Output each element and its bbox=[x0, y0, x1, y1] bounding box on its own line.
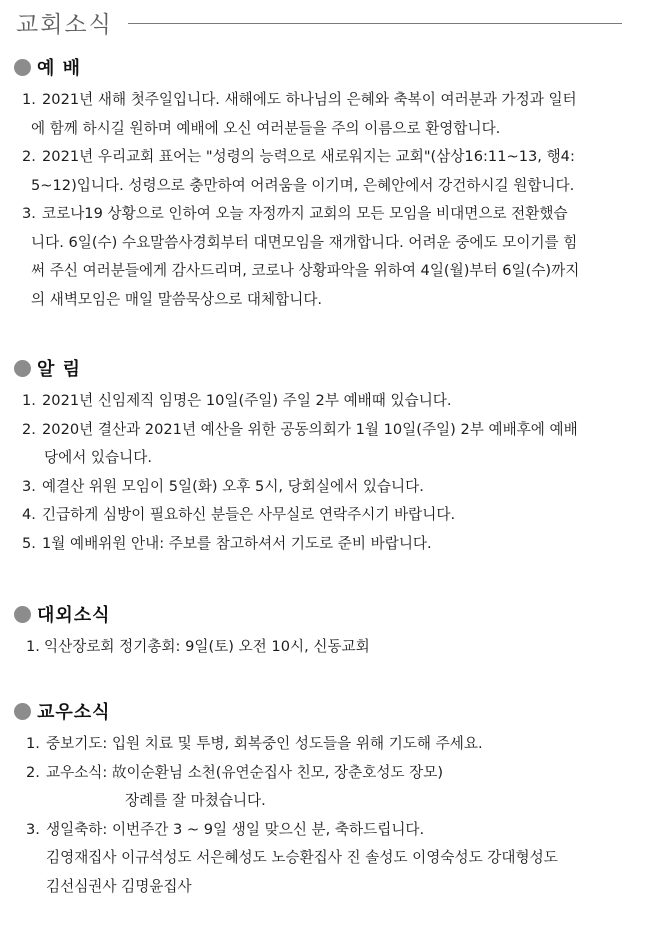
item-number: 1. bbox=[26, 638, 40, 655]
bullet-circle-icon bbox=[14, 360, 31, 377]
page-title: 교회소식 bbox=[16, 12, 113, 38]
bullet-circle-icon bbox=[14, 703, 31, 720]
item-line: 2021년 우리교회 표어는 "성령의 능력으로 새로워지는 교회"(삼상16:11~13, 행4: bbox=[42, 148, 575, 165]
list-item bbox=[0, 387, 654, 416]
list-item bbox=[0, 200, 654, 314]
item-line: 에 함께 하시길 원하며 예배에 오신 여러분들을 주의 이름으로 환영합니다. bbox=[31, 119, 501, 137]
item-line: 당에서 있습니다. bbox=[44, 449, 152, 466]
item-number: 2. bbox=[22, 420, 36, 438]
item-number: 3. bbox=[22, 205, 36, 222]
list-item bbox=[0, 86, 654, 143]
section-title: 알 림 bbox=[37, 359, 82, 380]
list-item bbox=[0, 759, 654, 816]
list-item bbox=[0, 816, 654, 902]
item-line: 5~12)입니다. 성령으로 충만하여 어려움을 이기며, 은혜안에서 강건하시길 원합니다. bbox=[31, 176, 575, 194]
section-title: 대외소식 bbox=[37, 605, 111, 626]
item-number: 2. bbox=[26, 763, 40, 781]
item-line: 2021년 신임제직 임명은 10일(주일) 주일 2부 예배때 있습니다. bbox=[42, 392, 452, 409]
item-number: 1. bbox=[26, 735, 40, 752]
notices-list bbox=[0, 387, 654, 558]
list-item bbox=[0, 473, 654, 502]
item-line: 김영재집사 이규석성도 서은혜성도 노승환집사 진 솔성도 이영숙성도 강대형성도 bbox=[46, 849, 558, 866]
list-item bbox=[0, 530, 654, 559]
list-item bbox=[0, 633, 654, 662]
item-line: 니다. 6일(수) 수요말씀사경회부터 대면모임을 재개합니다. 어려운 중에도 모이기를 힘 bbox=[31, 233, 578, 251]
section-title: 예 배 bbox=[37, 58, 82, 79]
item-number: 3. bbox=[22, 477, 36, 495]
item-line: 생일축하: 이번주간 3 ~ 9일 생일 맞으신 분, 축하드립니다. bbox=[46, 820, 425, 838]
external-news-list bbox=[0, 633, 654, 662]
list-item bbox=[0, 730, 654, 759]
section-heading-notices bbox=[14, 356, 81, 380]
item-number: 1. bbox=[22, 392, 36, 409]
title-divider bbox=[128, 23, 622, 24]
item-line: 익산장로회 정기총회: 9일(토) 오전 10시, 신동교회 bbox=[44, 638, 370, 655]
item-line: 장례를 잘 마쳤습니다. bbox=[125, 792, 266, 809]
item-line: 2020년 결산과 2021년 예산을 위한 공동의회가 1월 10일(주일) 2부 예배후에 예배 bbox=[42, 420, 578, 438]
item-number: 3. bbox=[26, 820, 40, 838]
item-number: 1. bbox=[22, 91, 36, 108]
member-news-list bbox=[0, 730, 654, 901]
item-line: 긴급하게 심방이 필요하신 분들은 사무실로 연락주시기 바랍니다. bbox=[42, 506, 456, 523]
bullet-circle-icon bbox=[14, 606, 31, 623]
item-line: 의 새벽모임은 매일 말씀묵상으로 대체합니다. bbox=[31, 290, 323, 308]
item-number: 5. bbox=[22, 534, 36, 552]
list-item bbox=[0, 501, 654, 530]
section-heading-external-news bbox=[14, 602, 111, 626]
worship-list bbox=[0, 86, 654, 314]
item-line: 써 주신 여러분들에게 감사드리며, 코로나 상황파악을 위하여 4일(월)부터 6일(수)까지 bbox=[31, 262, 580, 279]
item-number: 4. bbox=[22, 506, 36, 523]
item-line: 예결산 위원 모임이 5일(화) 오후 5시, 당회실에서 있습니다. bbox=[42, 477, 424, 495]
section-heading-member-news bbox=[14, 699, 111, 723]
item-line: 김선심권사 김명윤집사 bbox=[46, 877, 192, 895]
item-line: 코로나19 상황으로 인하여 오늘 자정까지 교회의 모든 모임을 비대면으로 전환했습 bbox=[42, 205, 568, 222]
section-heading-worship bbox=[14, 55, 81, 79]
list-item bbox=[0, 143, 654, 200]
item-line: 2021년 새해 첫주일입니다. 새해에도 하나님의 은혜와 축복이 여러분과 가정과 일터 bbox=[42, 91, 577, 108]
section-title: 교우소식 bbox=[37, 702, 111, 723]
item-line: 교우소식: 故이순환님 소천(유연순집사 친모, 장춘호성도 장모) bbox=[46, 763, 444, 781]
list-item bbox=[0, 416, 654, 473]
bullet-circle-icon bbox=[14, 59, 31, 76]
item-number: 2. bbox=[22, 148, 36, 165]
item-line: 1월 예배위원 안내: 주보를 참고하셔서 기도로 준비 바랍니다. bbox=[42, 534, 432, 552]
item-line: 중보기도: 입원 치료 및 투병, 회복중인 성도들을 위해 기도해 주세요. bbox=[46, 735, 483, 752]
